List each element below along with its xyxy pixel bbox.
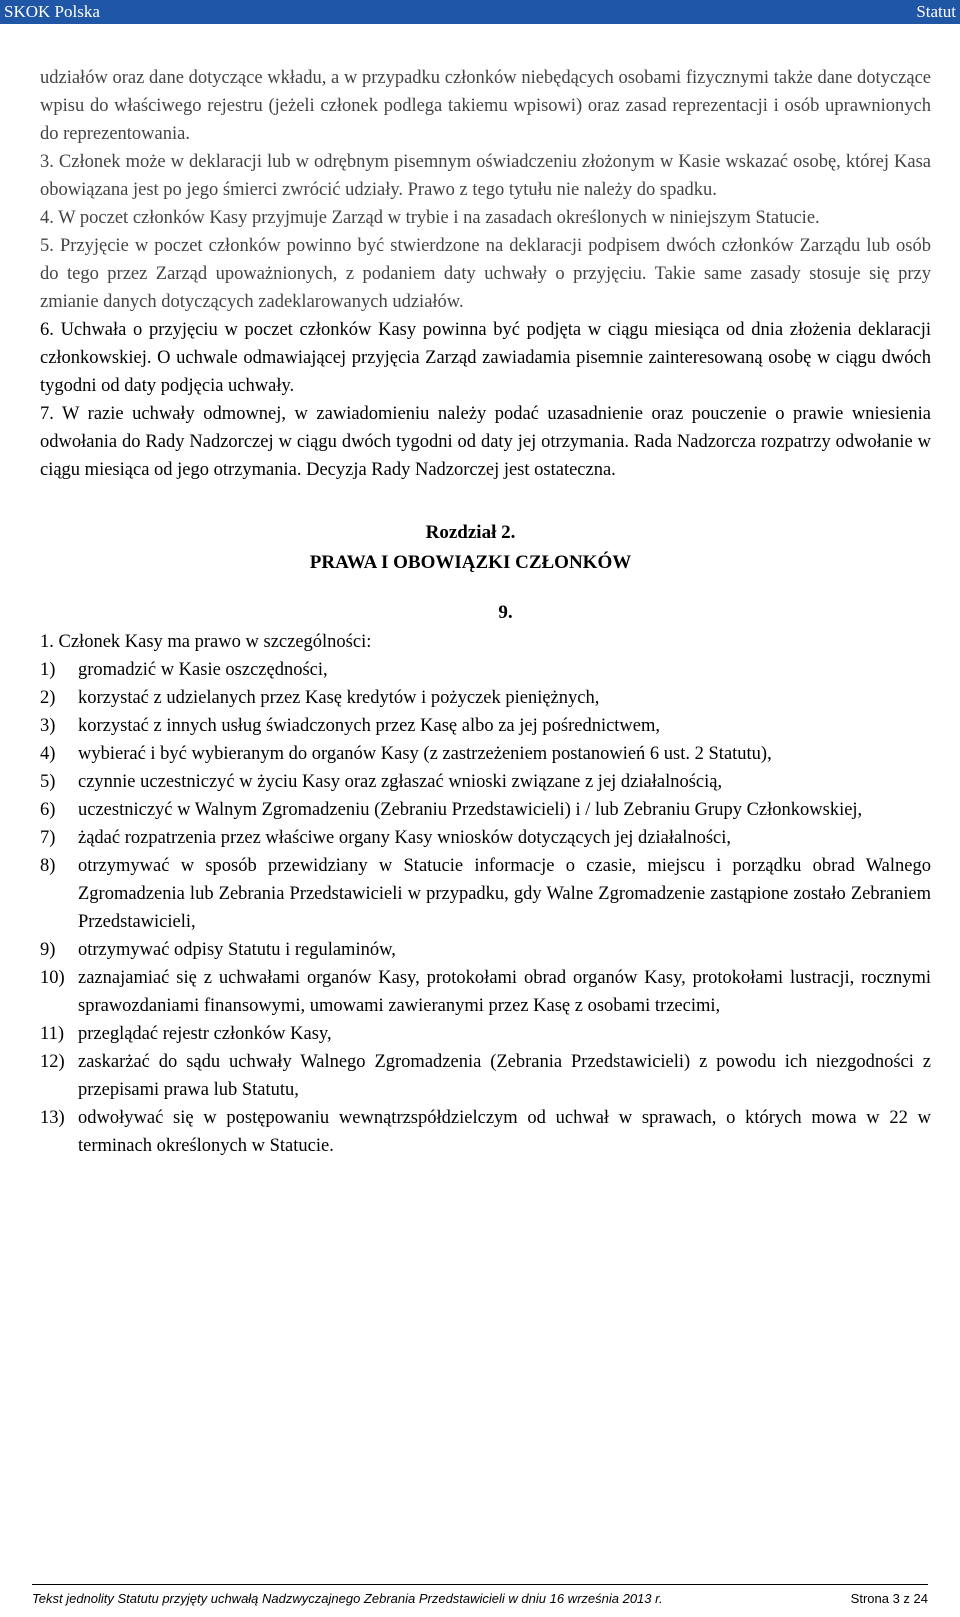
chapter-subtitle: PRAWA I OBOWIĄZKI CZŁONKÓW [309,552,632,573]
list-item-number: 1) [40,660,56,680]
list-item-number: 5) [40,772,56,792]
list-item-number: 11) [40,1024,64,1044]
paragraph-7: 7. W razie uchwały odmownej, w zawiadomieniu należy podać uzasadnienie oraz pouczenie o prawie wniesienia odwołania do Rady Nadzorczej w ciągu dwóch tygodni od daty jej otrzymania. Rada Nadzorcza rozpatrzy odwołanie w ciągu miesiąca od jego otrzymania. Decyzja Rady Nadzorczej jest ostateczna. [40,404,931,480]
document-body [40,64,931,1160]
list-item [40,684,931,712]
list-item-text: korzystać z udzielanych przez Kasę kredytów i pożyczek pieniężnych, [78,688,600,708]
header-org-name: SKOK Polska [4,2,100,21]
list-item [40,824,931,852]
list-item-text: gromadzić w Kasie oszczędności, [78,660,328,680]
list-item-number: 3) [40,716,56,736]
list-item [40,936,931,964]
list-item-text: odwoływać się w postępowaniu wewnątrzspółdzielczym od uchwał w sprawach, o których mowa w 22 w terminach określonych w Statucie. [78,1108,931,1156]
list-item-text: zaznajamiać się z uchwałami organów Kasy, protokołami obrad organów Kasy, protokołami lustracji, rocznymi sprawozdaniami finansowymi, umowami zawieranymi przez Kasę z osobami trzecimi, [78,968,931,1016]
list-item-number: 7) [40,828,56,848]
list-item-number: 10) [40,968,65,988]
list-item-number: 12) [40,1052,65,1072]
list-item-text: uczestniczyć w Walnym Zgromadzeniu (Zebraniu Przedstawicieli) i / lub Zebraniu Grupy Członkowskiej, [78,800,863,820]
list-item [40,852,931,936]
list-item-text: zaskarżać do sądu uchwały Walnego Zgromadzenia (Zebrania Przedstawicieli) z powodu ich niezgodności z przepisami prawa lub Statutu, [78,1052,931,1100]
list-item-text: żądać rozpatrzenia przez właściwe organy Kasy wniosków dotyczących jej działalności, [78,828,732,848]
document-header [0,0,960,24]
page-number: Strona 3 z 24 [850,1591,928,1606]
section-number: 9. [498,602,513,623]
paragraph-4: 4. W poczet członków Kasy przyjmuje Zarząd w trybie i na zasadach określonych w niniejszym Statucie. [40,208,820,228]
list-item [40,768,931,796]
list-item-text: czynnie uczestniczyć w życiu Kasy oraz zgłaszać wnioski związane z jej działalnością, [78,772,723,792]
list-item [40,796,931,824]
rights-list [40,656,931,1160]
list-item-number: 13) [40,1108,65,1128]
footer-note: Tekst jednolity Statutu przyjęty uchwałą Nadzwyczajnego Zebrania Przedstawicieli w dniu 16 września 2013 r. [32,1591,663,1606]
list-item [40,1020,931,1048]
header-doc-name: Statut [916,2,956,21]
list-item-text: otrzymywać odpisy Statutu i regulaminów, [78,940,396,960]
list-item [40,1048,931,1104]
list-item [40,1104,931,1160]
list-item [40,656,931,684]
paragraph-continued: udziałów oraz dane dotyczące wkładu, a w przypadku członków niebędących osobami fizycznymi także dane dotyczące wpisu do właściwego rejestru (jeżeli członek podlega takiemu wpisowi) oraz zasad reprezentacji i osób uprawnionych do reprezentowania. [40,68,931,144]
list-item [40,740,931,768]
list-item [40,712,931,740]
chapter-heading [40,518,931,578]
list-item-text: wybierać i być wybieranym do organów Kasy (z zastrzeżeniem postanowień 6 ust. 2 Statutu), [78,744,772,764]
paragraph-3: 3. Członek może w deklaracji lub w odrębnym pisemnym oświadczeniu złożonym w Kasie wskazać osobę, której Kasa obowiązana jest po jego śmierci zwrócić udziały. Prawo z tego tytułu nie należy do spadku. [40,152,931,200]
list-item-text: korzystać z innych usług świadczonych przez Kasę albo za jej pośrednictwem, [78,716,661,736]
paragraph-6: 6. Uchwała o przyjęciu w poczet członków Kasy powinna być podjęta w ciągu miesiąca od dnia złożenia deklaracji członkowskiej. O uchwale odmawiającej przyjęcia Zarząd zawiadamia pisemnie zainteresowaną osobę w ciągu dwóch tygodni od daty podjęcia uchwały. [40,320,931,396]
footer-divider [32,1584,928,1585]
list-item [40,964,931,1020]
list-item-number: 6) [40,800,56,820]
list-item-number: 4) [40,744,56,764]
rights-intro: 1. Członek Kasy ma prawo w szczególności: [40,632,372,652]
list-item-text: przeglądać rejestr członków Kasy, [78,1024,332,1044]
list-item-number: 2) [40,688,56,708]
list-item-number: 9) [40,940,56,960]
paragraph-5: 5. Przyjęcie w poczet członków powinno być stwierdzone na deklaracji podpisem dwóch członków Zarządu lub osób do tego przez Zarząd upoważnionych, z podaniem daty uchwały o przyjęciu. Takie same zasady stosuje się przy zmianie danych dotyczących zadeklarowanych udziałów. [40,236,931,312]
list-item-text: otrzymywać w sposób przewidziany w Statucie informacje o czasie, miejscu i porządku obrad Walnego Zgromadzenia lub Zebrania Przedstawicieli w przypadku, gdy Walne Zgromadzenie zastąpione zostało Zebraniem Przedstawicieli, [78,856,931,932]
list-item-number: 8) [40,856,56,876]
chapter-title: Rozdział 2. [425,522,516,543]
